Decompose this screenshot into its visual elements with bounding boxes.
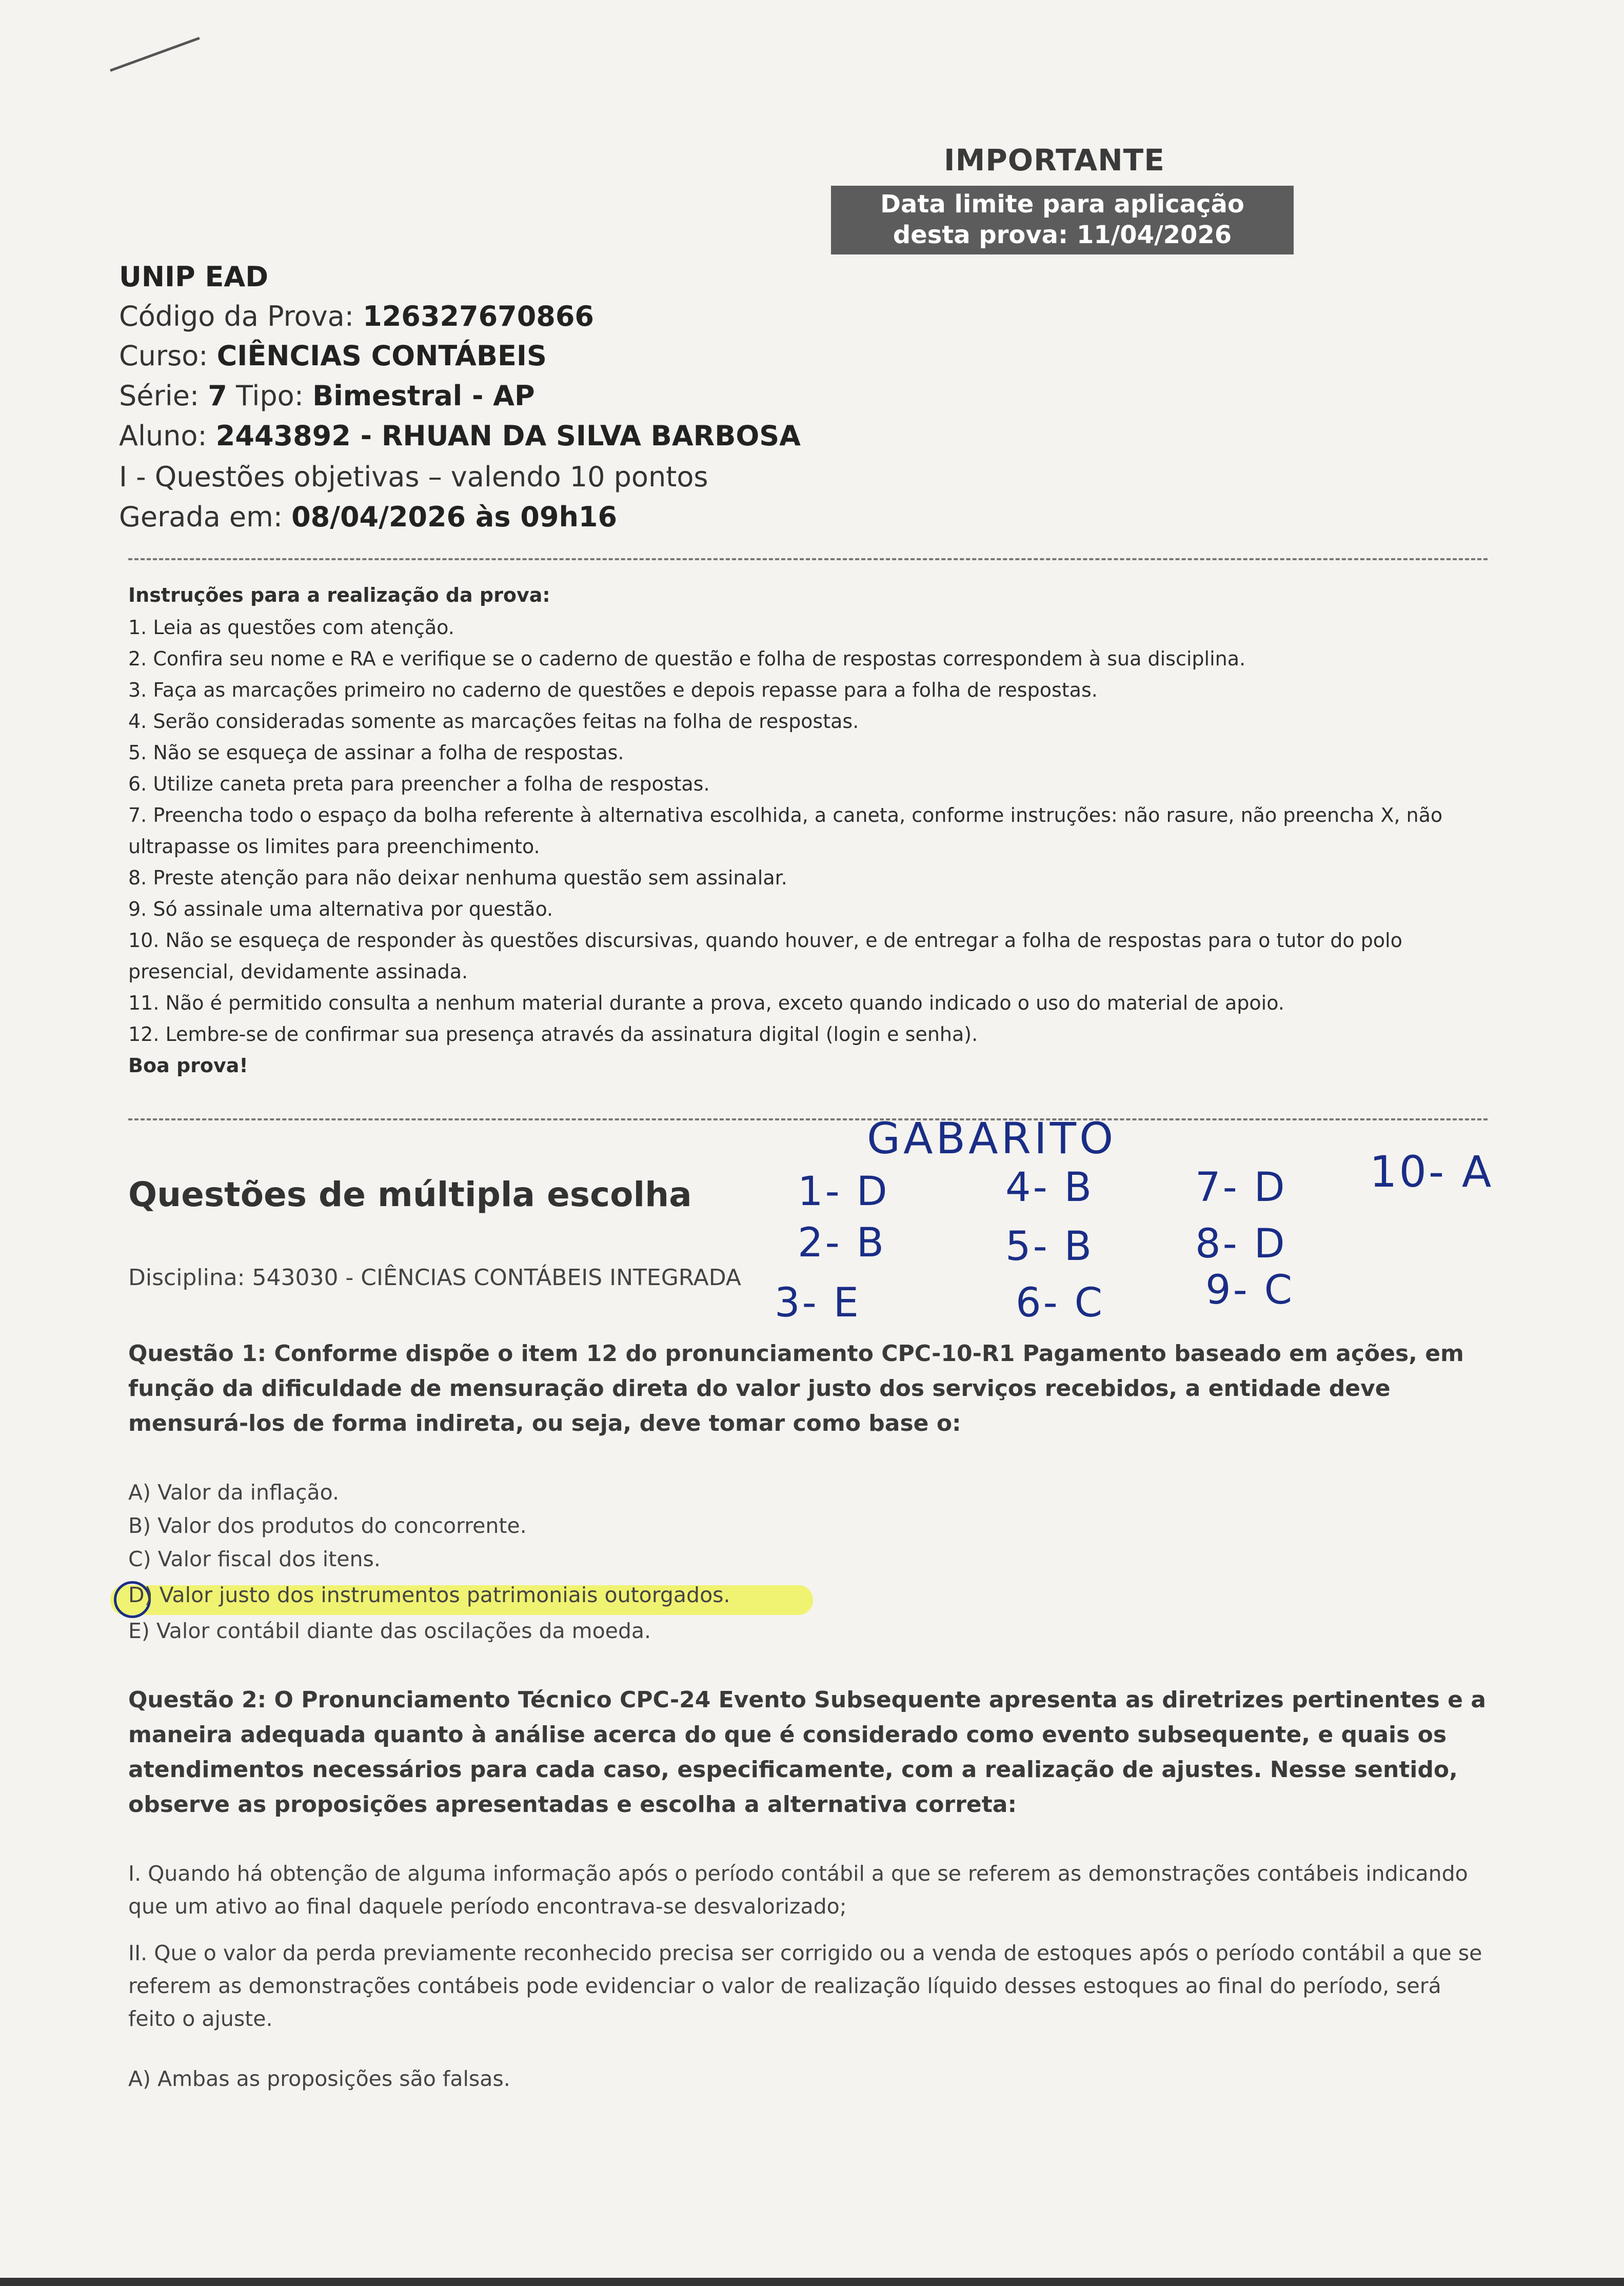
instruction-item: 11. Não é permitido consulta a nenhum material durante a prova, exceto quando indicado o uso do material de apoio. [128, 992, 1284, 1014]
instruction-item: 5. Não se esqueça de assinar a folha de respostas. [128, 741, 624, 764]
deadline-notice [831, 186, 1294, 254]
answer-key-item: 10- A [1370, 1147, 1494, 1197]
instruction-item: 9. Só assinale uma alternativa por questão. [128, 898, 553, 920]
question-2-proposition-1: I. Quando há obtenção de alguma informação após o período contábil a que se referem as demonstrações contábeis indicando que um ativo ao final daquele período encontrava-se desvalorizado; [128, 1861, 1468, 1919]
instruction-item: 12. Lembre-se de confirmar sua presença através da assinatura digital (login e senha). [128, 1023, 978, 1046]
question-2-option-a[interactable]: A) Ambas as proposições são falsas. [128, 2066, 510, 2091]
course-line [119, 340, 547, 372]
discipline-label: Disciplina: 543030 - CIÊNCIAS CONTÁBEIS INTEGRADA [128, 1265, 741, 1291]
answer-key-item: 9- C [1205, 1267, 1295, 1313]
scan-edge [0, 2278, 1624, 2286]
question-1-option-a[interactable]: A) Valor da inflação. [128, 1480, 340, 1505]
series-value: 7 [208, 380, 227, 412]
pen-stroke-mark [110, 37, 200, 72]
course-value: CIÊNCIAS CONTÁBEIS [216, 340, 547, 372]
exam-code-value: 126327670866 [363, 300, 595, 332]
school-name: UNIP EAD [119, 261, 269, 293]
student-value: 2443892 - RHUAN DA SILVA BARBOSA [215, 420, 801, 452]
section-info: I - Questões objetivas – valendo 10 pontos [119, 461, 708, 493]
question-2-proposition-2: II. Que o valor da perda previamente reconhecido precisa ser corrigido ou a venda de estoques após o período contábil a que se referem as demonstrações contábeis pode evidenciar o valor de realização líquido desses estoques ao final do período, será feito o ajuste. [128, 1941, 1482, 2031]
instruction-item: 7. Preencha todo o espaço da bolha referente à alternativa escolhida, a caneta, conforme instruções: não rasure, não preencha X, não ultrapasse os limites para preenchimento. [128, 804, 1443, 858]
answer-key-item: 5- B [1005, 1224, 1094, 1270]
instructions-list [128, 612, 1493, 1081]
divider [128, 1118, 1488, 1120]
instruction-item: 3. Faça as marcações primeiro no caderno de questões e depois repasse para a folha de respostas. [128, 679, 1098, 701]
instruction-item: 8. Preste atenção para não deixar nenhuma questão sem assinalar. [128, 866, 787, 889]
answer-key-item: 2- B [798, 1220, 886, 1266]
generated-line [119, 501, 617, 533]
generated-value: 08/04/2026 às 09h16 [291, 501, 618, 533]
exam-code-label: Código da Prova: [119, 300, 354, 332]
answer-key-item: 6- C [1016, 1280, 1105, 1326]
question-1-option-b[interactable]: B) Valor dos produtos do concorrente. [128, 1513, 527, 1538]
deadline-line-1: Data limite para aplicação [880, 190, 1244, 219]
type-label: Tipo: [236, 380, 304, 412]
instruction-item: 4. Serão consideradas somente as marcações feitas na folha de respostas. [128, 710, 859, 733]
divider [128, 558, 1488, 560]
course-label: Curso: [119, 340, 208, 372]
answer-key-item: 7- D [1195, 1165, 1287, 1211]
generated-label: Gerada em: [119, 501, 283, 533]
instructions-closing: Boa prova! [128, 1054, 248, 1077]
student-line [119, 420, 801, 452]
question-1-option-e[interactable]: E) Valor contábil diante das oscilações da moeda. [128, 1619, 651, 1643]
section-title: Questões de múltipla escolha [128, 1175, 692, 1214]
answer-key-item: 8- D [1195, 1221, 1287, 1267]
instruction-item: 6. Utilize caneta preta para preencher a folha de respostas. [128, 773, 710, 795]
instruction-item: 10. Não se esqueça de responder às questões discursivas, quando houver, e de entregar a folha de respostas para o tutor do polo presencial, devidamente assinada. [128, 929, 1402, 983]
series-label: Série: [119, 380, 200, 412]
instructions-title: Instruções para a realização da prova: [128, 584, 550, 606]
series-line [119, 380, 535, 412]
important-title: IMPORTANTE [944, 143, 1165, 178]
type-value: Bimestral - AP [312, 380, 535, 412]
question-2-text: Questão 2: O Pronunciamento Técnico CPC-24 Evento Subsequente apresenta as diretrizes pertinentes e a maneira adequada quanto à análise acerca do que é considerado como evento subsequente, e quais os atendimentos necessários para cada caso, especificamente, com a realização de ajustes. Nesse sentido, observe as proposições apresentadas e escolha a alternativa correta: [128, 1687, 1486, 1818]
answer-key-title: GABARITO [867, 1113, 1117, 1164]
student-label: Aluno: [119, 420, 207, 452]
deadline-line-2: desta prova: 11/04/2026 [893, 221, 1232, 249]
answer-key-item: 4- B [1005, 1165, 1094, 1211]
instruction-item: 2. Confira seu nome e RA e verifique se o caderno de questão e folha de respostas correspondem à sua disciplina. [128, 647, 1246, 670]
question-1-option-d[interactable]: D) Valor justo dos instrumentos patrimoniais outorgados. [128, 1583, 730, 1607]
question-1-option-c[interactable]: C) Valor fiscal dos itens. [128, 1547, 381, 1571]
answer-key-item: 3- E [775, 1280, 861, 1326]
answer-key-item: 1- D [798, 1169, 889, 1215]
instruction-item: 1. Leia as questões com atenção. [128, 616, 454, 639]
question-1-text: Questão 1: Conforme dispõe o item 12 do pronunciamento CPC-10-R1 Pagamento baseado em ações, em função da dificuldade de mensuração direta do valor justo dos serviços recebidos, a entidade deve mensurá-los de forma indireta, ou seja, deve tomar como base o: [128, 1341, 1464, 1436]
exam-code-line [119, 300, 594, 332]
